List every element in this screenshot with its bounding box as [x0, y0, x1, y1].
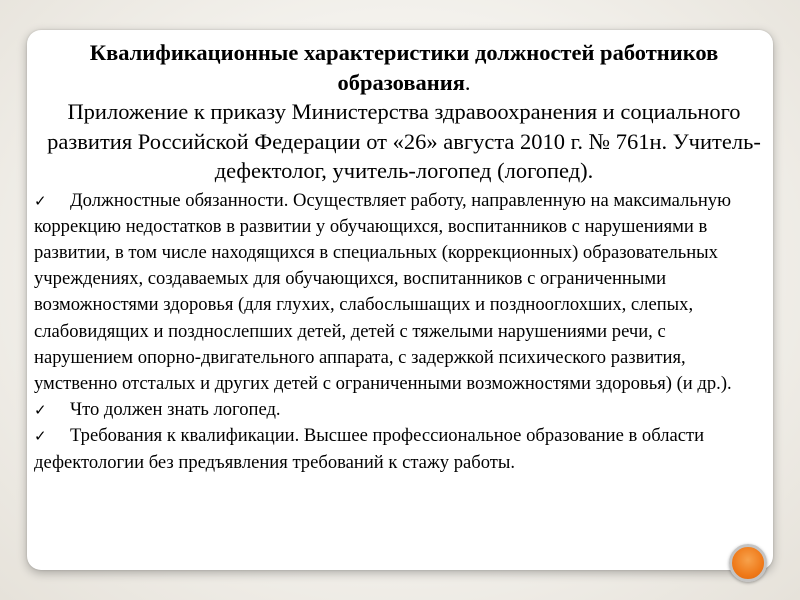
list-item-text: Должностные обязанности. Осуществляет работу, направленную на максимальную коррекцию недостатков в развитии у обучающихся, воспитанников с нарушениями в развитии, в том числе находящихся в специальных (коррекционных) образовательных учреждениях, создаваемых для обучающихся, воспитанников с ограниченными возможностями здоровья (для глухих, слабослышащих и позднооглохших, слепых, слабовидящих и позднослепших детей, детей с тяжелыми нарушениями речи, с нарушением опорно-двигательного аппарата, с задержкой психического развития, умственно отсталых и других детей с ограниченными возможностями здоровья) (и др.). [34, 189, 732, 394]
next-slide-button[interactable] [729, 544, 767, 582]
list-item-text: Требования к квалификации. Высшее профессиональное образование в области дефектологии без предъявления требований к стажу работы. [34, 425, 705, 473]
title-subtitle: Приложение к приказу Министерства здравоохранения и социального развития Российской Федерации от «26» августа 2010 г. № 761н. Учитель-дефектолог, учитель-логопед (логопед). [47, 99, 761, 183]
check-icon: ✓ [34, 191, 47, 210]
check-icon: ✓ [34, 427, 47, 446]
list-item-text: Что должен знать логопед. [70, 399, 281, 421]
bullet-list [34, 188, 760, 476]
check-icon: ✓ [34, 401, 47, 420]
slide-title [34, 38, 774, 186]
slide-content [34, 38, 760, 476]
list-item [34, 188, 760, 398]
list-item [34, 423, 760, 475]
list-item [34, 397, 760, 423]
title-bold: Квалификационные характеристики должностей работников образования [89, 40, 719, 95]
title-bold-end: . [464, 69, 471, 95]
